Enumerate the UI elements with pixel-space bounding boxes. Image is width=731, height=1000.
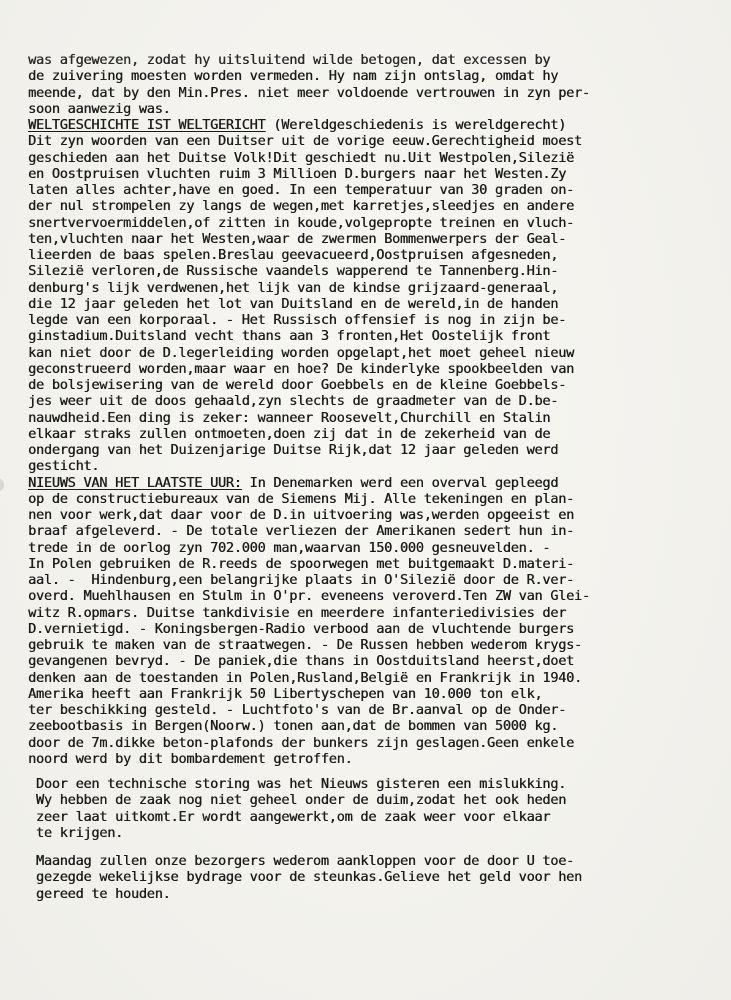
binding-hole — [0, 478, 4, 492]
text-line: gezegde wekelijkse bydrage voor de steunkas.Gelieve het geld voor hen — [28, 869, 582, 886]
text-line: laten alles achter,have en goed. In een temperatuur van 30 graden on- — [28, 182, 574, 198]
paragraph-technical-failure — [28, 776, 695, 841]
text-line: Dit zyn woorden van een Duitser uit de vorige eeuw.Gerechtigheid moest — [28, 133, 582, 150]
text-line: gevangenen bevryd. - De paniek,die thans in Oostduitsland heerst,doet — [28, 653, 574, 670]
text-line: jes weer uit de doos gehaald,zyn slechts de graadmeter van de D.be- — [28, 393, 559, 410]
text-line: ter beschikking gesteld. - Luchtfoto's van de Br.aanval op de Onder- — [28, 702, 567, 718]
text-line: aal. - Hindenburg,een belangrijke plaats in O'Silezië door de R.ver- — [28, 572, 574, 588]
text-line: te krijgen. — [28, 824, 123, 841]
text-line: der nul strompelen zy langs de wegen,met karretjes,sleedjes en andere — [28, 198, 574, 215]
text-line: gesticht. — [28, 458, 100, 475]
text-line: was afgewezen, zodat hy uitsluitend wilde betogen, dat excessen by — [28, 52, 551, 68]
spacer — [28, 767, 695, 776]
text-line: nauwdheid.Een ding is zeker: wanneer Roosevelt,Churchill en Stalin — [28, 409, 551, 426]
section-heading-line — [28, 475, 695, 491]
text-line: ondergang van het Duizenjarige Duitse Rijk,dat 12 jaar geleden werd — [28, 442, 559, 458]
text-line: geconstrueerd worden,maar waar en hoe? De kinderlyke spookbeelden van — [28, 360, 574, 377]
text-line: snertvervoermiddelen,of zitten in koude,volgepropte treinen en vluch- — [28, 214, 574, 231]
text-line: ten,vluchten naar het Westen,waar de zwermen Bommenwerpers der Geal- — [28, 230, 567, 247]
text-line: Door een technische storing was het Nieuws gisteren een mislukking. — [28, 776, 567, 792]
text-line: witz R.opmars. Duitse tankdivisie en meerdere infanteriedivisies der — [28, 604, 567, 621]
text-line: nen voor werk,dat daar voor de D.in uitvoering was,werden opgeeist en — [28, 507, 574, 523]
text-line: ginstadium.Duitsland vecht thans aan 3 fronten,Het Oostelijk front — [28, 328, 551, 345]
text-line: de bolsjewisering van de wereld door Goebbels en de kleine Goebbels- — [28, 377, 567, 393]
section-heading: WELTGESCHICHTE IST WELTGERICHT — [28, 117, 266, 133]
text-line: Silezië verloren,de Russische vaandels wapperend te Tannenberg.Hin- — [28, 263, 559, 280]
section-weltgericht — [28, 117, 695, 475]
text-line: noord werd by dit bombardement getroffen. — [28, 750, 353, 767]
text-line: overd. Muehlhausen en Stulm in O'pr. eveneens veroverd.Ten ZW van Glei- — [28, 588, 590, 605]
section-heading-line — [28, 117, 695, 133]
text-line: gereed te houden. — [28, 885, 171, 902]
text-line: denburg's lijk verdwenen,het lijk van de kindse grijzaard-generaal, — [28, 279, 559, 296]
heading-subtitle: (Wereldgeschiedenis is wereldgerecht) — [265, 117, 567, 133]
text-line: geschieden aan het Duitse Volk!Dit geschiedt nu.Uit Westpolen,Silezië — [28, 149, 574, 166]
text-line: gebruik te maken van de straatwegen. - De Russen hebben wederom krygs- — [28, 637, 582, 653]
text-line: zeebootbasis in Bergen(Noorw.) tonen aan,dat de bommen van 5000 kg. — [28, 718, 559, 735]
spacer — [28, 841, 695, 853]
heading-continuation: In Denemarken werd een overval gepleegd — [241, 474, 559, 491]
text-line: soon aanwezig was. — [28, 100, 171, 117]
section-nieuws — [28, 475, 695, 768]
text-line: kan niet door de D.legerleiding worden opgelapt,het moet geheel nieuw — [28, 344, 574, 361]
text-line: In Polen gebruiken de R.reeds de spoorwegen met buitgemaakt D.materi- — [28, 555, 574, 572]
text-line: die 12 jaar geleden het lot van Duitsland en de wereld,in de handen — [28, 295, 559, 312]
text-line: en Oostpruisen vluchten ruim 3 Millioen D.burgers naar het Westen.Zy — [28, 165, 567, 182]
section-heading: NIEUWS VAN HET LAATSTE UUR: — [28, 474, 242, 491]
text-line: meende, dat by den Min.Pres. niet meer voldoende vertrouwen in zyn per- — [28, 84, 590, 101]
text-line: D.vernietigd. - Koningsbergen-Radio verbood aan de vluchtende burgers — [28, 620, 574, 637]
text-line: elkaar straks zullen ontmoeten,doen zij dat in de zekerheid van de — [28, 425, 551, 442]
text-line: Amerika heeft aan Frankrijk 50 Libertyschepen van 10.000 ton elk, — [28, 685, 543, 702]
paragraph-contribution — [28, 853, 695, 902]
text-line: de zuivering moesten worden vermeden. Hy nam zijn ontslag, omdat hy — [28, 68, 559, 85]
text-line: door de 7m.dikke beton-plafonds der bunkers zijn geslagen.Geen enkele — [28, 734, 574, 751]
text-line: braaf afgeleverd. - De totale verliezen der Amerikanen sedert hun in- — [28, 523, 574, 540]
text-line: denken aan de toestanden in Polen,Rusland,België en Frankrijk in 1940. — [28, 669, 582, 686]
text-line: legde van een korporaal. - Het Russisch offensief is nog in zijn be- — [28, 312, 567, 328]
paragraph-ministry — [28, 52, 695, 117]
text-line: op de constructiebureaux van de Siemens Mij. Alle tekeningen en plan- — [28, 490, 574, 507]
text-line: zeer laat uitkomt.Er wordt aangewerkt,om de zaak weer voor elkaar — [28, 808, 551, 825]
text-line: Wy hebben de zaak nog niet geheel onder de duim,zodat het ook heden — [28, 792, 567, 809]
text-line: trede in de oorlog zyn 702.000 man,waarvan 150.000 gesneuvelden. - — [28, 539, 551, 556]
text-line: Maandag zullen onze bezorgers wederom aankloppen voor de door U toe- — [28, 853, 574, 869]
text-line: lieerden de baas spelen.Breslau geevacueerd,Oostpruisen afgesneden, — [28, 247, 559, 263]
